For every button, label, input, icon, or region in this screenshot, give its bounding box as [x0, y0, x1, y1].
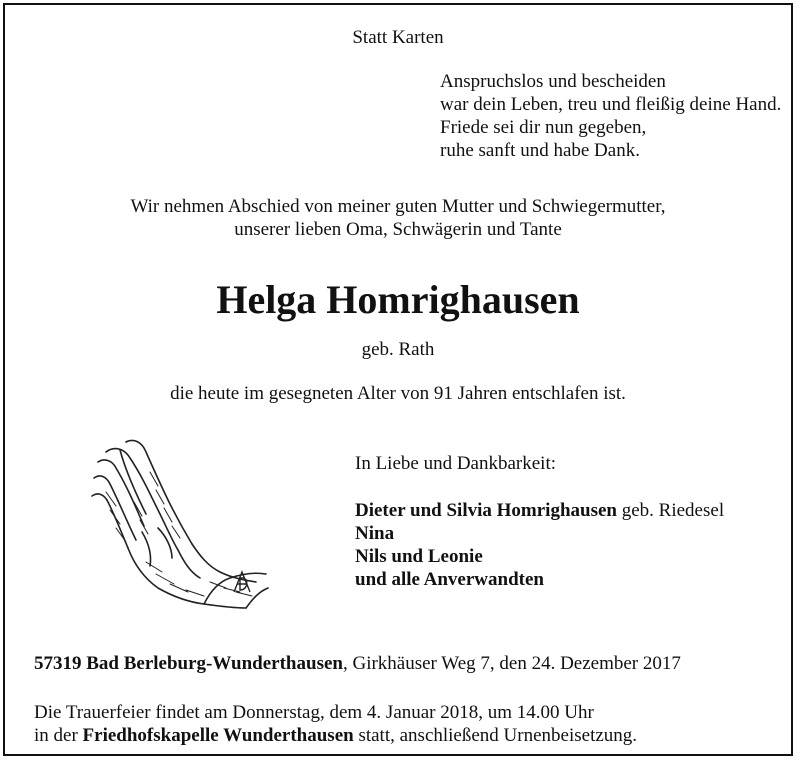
praying-hands-icon [86, 432, 276, 622]
ceremony-prefix: in der [34, 725, 83, 746]
poem-line-1: Anspruchslos und bescheiden [440, 71, 666, 92]
address-rest: , Girkhäuser Weg 7, den 24. Dezember 2017 [342, 653, 681, 674]
ceremony-line-2 [34, 724, 637, 747]
farewell-text [0, 195, 796, 241]
ceremony-place: Friedhofskapelle Wunderthausen [82, 725, 354, 746]
poem-line-2: war dein Leben, treu und fleißig deine Hand. [440, 94, 782, 115]
ceremony-line-1: Die Trauerfeier findet am Donnerstag, dem 4. Januar 2018, um 14.00 Uhr [34, 702, 594, 723]
deceased-name: Helga Homrighausen [216, 277, 580, 322]
poem-line-3: Friede sei dir nun gegeben, [440, 117, 647, 138]
birth-name: geb. Rath [361, 339, 435, 360]
mourner-row-4: und alle Anverwandten [355, 569, 544, 590]
poem-line-4: ruhe sanft und habe Dank. [440, 140, 640, 161]
poem [440, 70, 781, 162]
mourner-row-1 [355, 499, 724, 522]
ceremony-suffix: statt, anschließend Urnenbeisetzung. [353, 725, 638, 746]
age-line: die heute im gesegneten Alter von 91 Jahren entschlafen ist. [170, 383, 626, 404]
address-place: 57319 Bad Berleburg-Wunderthausen [34, 653, 343, 674]
mourner-name-1: Dieter und Silvia Homrighausen [355, 500, 617, 521]
mourners-list [355, 499, 724, 591]
signoff-text: In Liebe und Dankbarkeit: [355, 453, 557, 474]
header-text: Statt Karten [352, 27, 444, 48]
ceremony-text [34, 701, 637, 747]
address-line [34, 652, 681, 675]
farewell-line-1: Wir nehmen Abschied von meiner guten Mutter und Schwiegermutter, [130, 196, 666, 217]
mourner-row-2: Nina [355, 523, 395, 544]
mourner-row-3: Nils und Leonie [355, 546, 483, 567]
mourner-birth-name-1: geb. Riedesel [616, 500, 725, 521]
farewell-line-2: unserer lieben Oma, Schwägerin und Tante [234, 219, 562, 240]
